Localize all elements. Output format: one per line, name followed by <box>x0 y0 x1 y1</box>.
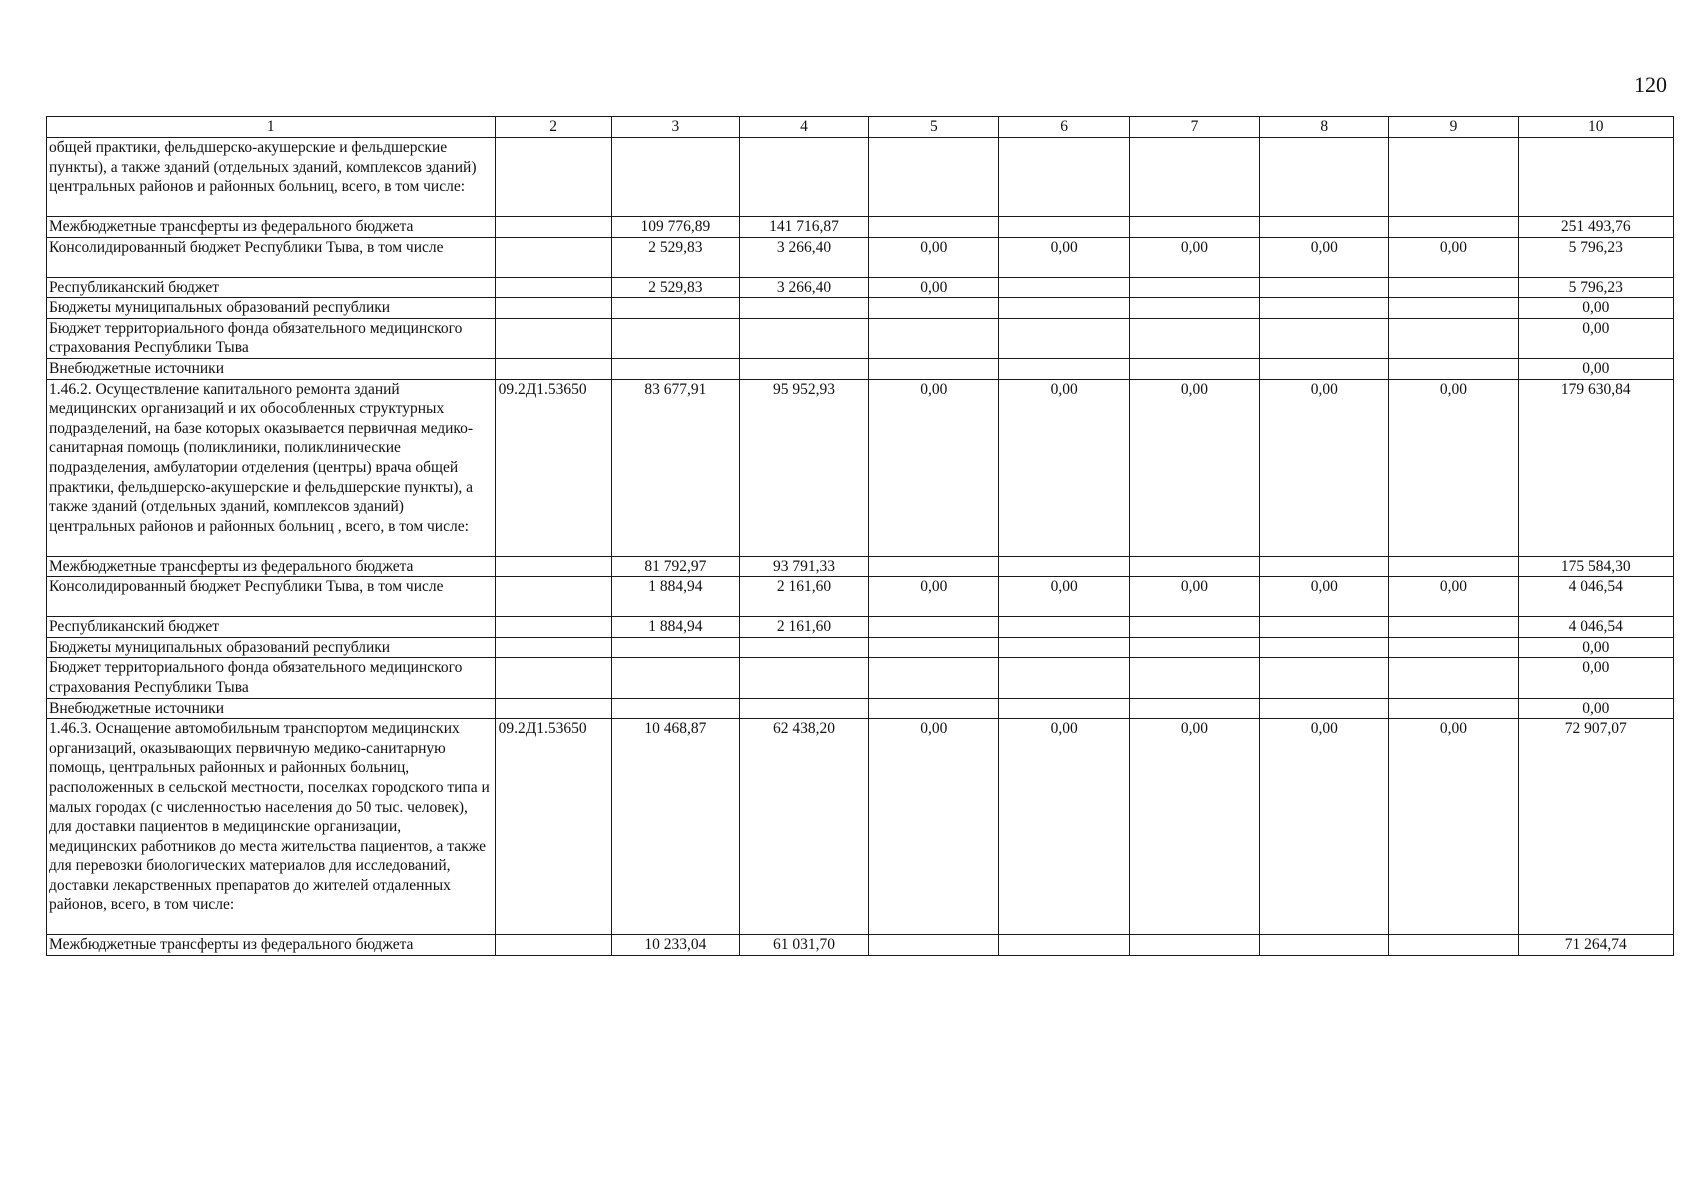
row-description: Бюджет территориального фонда обязательного медицинского страхования Республики Тыва <box>47 318 496 358</box>
amount-cell: 179 630,84 <box>1518 379 1673 556</box>
amount-cell: 0,00 <box>1389 379 1518 556</box>
amount-cell: 3 266,40 <box>739 277 868 298</box>
amount-cell: 175 584,30 <box>1518 556 1673 577</box>
amount-cell <box>1260 318 1389 358</box>
amount-cell: 0,00 <box>999 237 1129 277</box>
amount-cell <box>869 358 999 379</box>
amount-cell <box>1129 556 1259 577</box>
amount-cell <box>739 358 868 379</box>
amount-cell: 0,00 <box>1129 237 1259 277</box>
amount-cell: 3 266,40 <box>739 237 868 277</box>
amount-cell <box>869 935 999 956</box>
amount-cell <box>611 358 739 379</box>
amount-cell <box>1389 318 1518 358</box>
amount-cell: 0,00 <box>1260 237 1389 277</box>
amount-cell: 4 046,54 <box>1518 577 1673 617</box>
amount-cell <box>739 318 868 358</box>
amount-cell: 5 796,23 <box>1518 237 1673 277</box>
amount-cell <box>1260 637 1389 658</box>
amount-cell <box>869 556 999 577</box>
amount-cell <box>611 298 739 319</box>
table-row <box>47 217 1674 238</box>
column-header: 6 <box>999 117 1129 138</box>
row-description: Консолидированный бюджет Республики Тыва, в том числе <box>47 577 496 617</box>
amount-cell: 0,00 <box>1518 637 1673 658</box>
amount-cell <box>1389 277 1518 298</box>
amount-cell <box>999 617 1129 638</box>
table-row <box>47 617 1674 638</box>
amount-cell: 0,00 <box>1129 719 1259 935</box>
budget-code <box>495 577 611 617</box>
amount-cell: 0,00 <box>869 277 999 298</box>
amount-cell <box>869 698 999 719</box>
table-row <box>47 277 1674 298</box>
table-row <box>47 318 1674 358</box>
row-description: Внебюджетные источники <box>47 698 496 719</box>
amount-cell: 2 529,83 <box>611 237 739 277</box>
amount-cell <box>1129 698 1259 719</box>
amount-cell <box>1260 698 1389 719</box>
amount-cell: 0,00 <box>1389 719 1518 935</box>
amount-cell <box>611 698 739 719</box>
row-description: Межбюджетные трансферты из федерального бюджета <box>47 556 496 577</box>
budget-code <box>495 318 611 358</box>
amount-cell <box>739 138 868 217</box>
amount-cell <box>1129 358 1259 379</box>
amount-cell <box>1260 556 1389 577</box>
amount-cell: 61 031,70 <box>739 935 868 956</box>
amount-cell <box>999 318 1129 358</box>
column-header: 1 <box>47 117 496 138</box>
amount-cell: 72 907,07 <box>1518 719 1673 935</box>
amount-cell <box>611 138 739 217</box>
amount-cell: 0,00 <box>869 577 999 617</box>
amount-cell: 0,00 <box>1518 358 1673 379</box>
amount-cell: 0,00 <box>869 719 999 935</box>
column-number-row <box>47 117 1674 138</box>
amount-cell <box>1129 298 1259 319</box>
amount-cell: 93 791,33 <box>739 556 868 577</box>
amount-cell <box>1260 358 1389 379</box>
amount-cell: 0,00 <box>1518 318 1673 358</box>
amount-cell <box>1389 637 1518 658</box>
row-description: Консолидированный бюджет Республики Тыва, в том числе <box>47 237 496 277</box>
amount-cell: 0,00 <box>999 379 1129 556</box>
row-description: Бюджеты муниципальных образований республики <box>47 298 496 319</box>
amount-cell: 141 716,87 <box>739 217 868 238</box>
column-header: 7 <box>1129 117 1259 138</box>
amount-cell: 2 161,60 <box>739 617 868 638</box>
amount-cell <box>1389 556 1518 577</box>
amount-cell <box>1389 138 1518 217</box>
budget-code <box>495 237 611 277</box>
amount-cell <box>1129 658 1259 698</box>
amount-cell <box>869 298 999 319</box>
budget-code: 09.2Д1.53650 <box>495 379 611 556</box>
table-row <box>47 698 1674 719</box>
amount-cell <box>611 637 739 658</box>
table-row <box>47 719 1674 935</box>
amount-cell <box>869 658 999 698</box>
amount-cell: 0,00 <box>1389 577 1518 617</box>
amount-cell <box>869 637 999 658</box>
row-description: Бюджет территориального фонда обязательного медицинского страхования Республики Тыва <box>47 658 496 698</box>
budget-code <box>495 138 611 217</box>
amount-cell <box>1389 217 1518 238</box>
amount-cell <box>999 358 1129 379</box>
budget-code <box>495 617 611 638</box>
amount-cell <box>1389 658 1518 698</box>
amount-cell <box>999 556 1129 577</box>
amount-cell <box>1260 277 1389 298</box>
budget-table <box>46 116 1674 956</box>
amount-cell <box>1260 138 1389 217</box>
amount-cell <box>1389 298 1518 319</box>
column-header: 2 <box>495 117 611 138</box>
amount-cell: 0,00 <box>999 719 1129 935</box>
amount-cell: 71 264,74 <box>1518 935 1673 956</box>
column-header: 4 <box>739 117 868 138</box>
amount-cell: 0,00 <box>1260 719 1389 935</box>
amount-cell <box>1129 637 1259 658</box>
amount-cell <box>869 318 999 358</box>
amount-cell: 62 438,20 <box>739 719 868 935</box>
amount-cell: 109 776,89 <box>611 217 739 238</box>
amount-cell <box>1260 217 1389 238</box>
table-row <box>47 577 1674 617</box>
amount-cell <box>611 658 739 698</box>
budget-code <box>495 637 611 658</box>
budget-code <box>495 217 611 238</box>
amount-cell: 0,00 <box>1518 298 1673 319</box>
amount-cell: 81 792,97 <box>611 556 739 577</box>
table-row <box>47 556 1674 577</box>
row-description: общей практики, фельдшерско-акушерские и фельдшерские пункты), а также зданий (отдельных зданий, комплексов зданий) центральных районов и районных больниц, всего, в том числе: <box>47 138 496 217</box>
amount-cell: 95 952,93 <box>739 379 868 556</box>
amount-cell <box>611 318 739 358</box>
column-header: 10 <box>1518 117 1673 138</box>
amount-cell: 1 884,94 <box>611 617 739 638</box>
amount-cell <box>1260 617 1389 638</box>
amount-cell: 0,00 <box>1129 577 1259 617</box>
amount-cell: 0,00 <box>1129 379 1259 556</box>
amount-cell <box>999 277 1129 298</box>
budget-code <box>495 358 611 379</box>
amount-cell: 0,00 <box>1518 658 1673 698</box>
table-row <box>47 237 1674 277</box>
column-header: 5 <box>869 117 999 138</box>
amount-cell: 10 468,87 <box>611 719 739 935</box>
table-row <box>47 935 1674 956</box>
table-row <box>47 358 1674 379</box>
row-description: Республиканский бюджет <box>47 277 496 298</box>
amount-cell: 0,00 <box>999 577 1129 617</box>
amount-cell <box>999 658 1129 698</box>
table-row <box>47 138 1674 217</box>
budget-code <box>495 298 611 319</box>
amount-cell: 251 493,76 <box>1518 217 1673 238</box>
amount-cell <box>999 138 1129 217</box>
row-description: Межбюджетные трансферты из федерального бюджета <box>47 935 496 956</box>
row-description: Межбюджетные трансферты из федерального бюджета <box>47 217 496 238</box>
amount-cell <box>999 935 1129 956</box>
amount-cell: 4 046,54 <box>1518 617 1673 638</box>
amount-cell: 0,00 <box>869 237 999 277</box>
amount-cell <box>1129 217 1259 238</box>
amount-cell <box>999 637 1129 658</box>
amount-cell <box>1129 138 1259 217</box>
table-row <box>47 637 1674 658</box>
table-row <box>47 298 1674 319</box>
amount-cell: 0,00 <box>869 379 999 556</box>
amount-cell: 0,00 <box>1389 237 1518 277</box>
table-row <box>47 658 1674 698</box>
amount-cell <box>739 698 868 719</box>
amount-cell <box>999 298 1129 319</box>
amount-cell <box>1129 935 1259 956</box>
budget-code <box>495 935 611 956</box>
table-body <box>47 138 1674 956</box>
budget-code <box>495 556 611 577</box>
amount-cell: 0,00 <box>1518 698 1673 719</box>
amount-cell <box>739 637 868 658</box>
row-description: Внебюджетные источники <box>47 358 496 379</box>
amount-cell: 0,00 <box>1260 379 1389 556</box>
amount-cell <box>1260 658 1389 698</box>
budget-code: 09.2Д1.53650 <box>495 719 611 935</box>
budget-code <box>495 658 611 698</box>
amount-cell: 2 161,60 <box>739 577 868 617</box>
page-number: 120 <box>1634 72 1667 97</box>
amount-cell: 10 233,04 <box>611 935 739 956</box>
amount-cell <box>869 217 999 238</box>
amount-cell <box>1260 935 1389 956</box>
amount-cell <box>1389 358 1518 379</box>
amount-cell <box>1129 617 1259 638</box>
amount-cell: 5 796,23 <box>1518 277 1673 298</box>
amount-cell <box>1129 318 1259 358</box>
column-header: 8 <box>1260 117 1389 138</box>
amount-cell: 1 884,94 <box>611 577 739 617</box>
column-header: 9 <box>1389 117 1518 138</box>
amount-cell: 0,00 <box>1260 577 1389 617</box>
amount-cell <box>739 658 868 698</box>
amount-cell <box>1518 138 1673 217</box>
amount-cell <box>739 298 868 319</box>
row-description: 1.46.3. Оснащение автомобильным транспортом медицинских организаций, оказывающих первичную медико-санитарную помощь, центральных районных и районных больниц, расположенных в сельской местности, поселках городского типа и малых городах (с численностью населения до 50 тыс. человек), для доставки пациентов в медицинские организации, медицинских работников до места жительства пациентов, а также для перевозки биологических материалов для исследований, доставки лекарственных препаратов до жителей отдаленных районов, всего, в том числе: <box>47 719 496 935</box>
amount-cell <box>1389 617 1518 638</box>
amount-cell <box>869 617 999 638</box>
amount-cell <box>1389 698 1518 719</box>
amount-cell <box>1129 277 1259 298</box>
budget-code <box>495 698 611 719</box>
amount-cell: 2 529,83 <box>611 277 739 298</box>
table-row <box>47 379 1674 556</box>
amount-cell <box>999 217 1129 238</box>
amount-cell <box>1389 935 1518 956</box>
row-description: 1.46.2. Осуществление капитального ремонта зданий медицинских организаций и их обособленных структурных подразделений, на базе которых оказывается первичная медико-санитарная помощь (поликлиники, поликлинические подразделения, амбулатории отделения (центры) врача общей практики, фельдшерско-акушерские и фельдшерские пункты), а также зданий (отдельных зданий, комплексов зданий) центральных районов и районных больниц , всего, в том числе: <box>47 379 496 556</box>
amount-cell: 83 677,91 <box>611 379 739 556</box>
budget-code <box>495 277 611 298</box>
row-description: Бюджеты муниципальных образований республики <box>47 637 496 658</box>
amount-cell <box>999 698 1129 719</box>
amount-cell <box>869 138 999 217</box>
row-description: Республиканский бюджет <box>47 617 496 638</box>
amount-cell <box>1260 298 1389 319</box>
column-header: 3 <box>611 117 739 138</box>
